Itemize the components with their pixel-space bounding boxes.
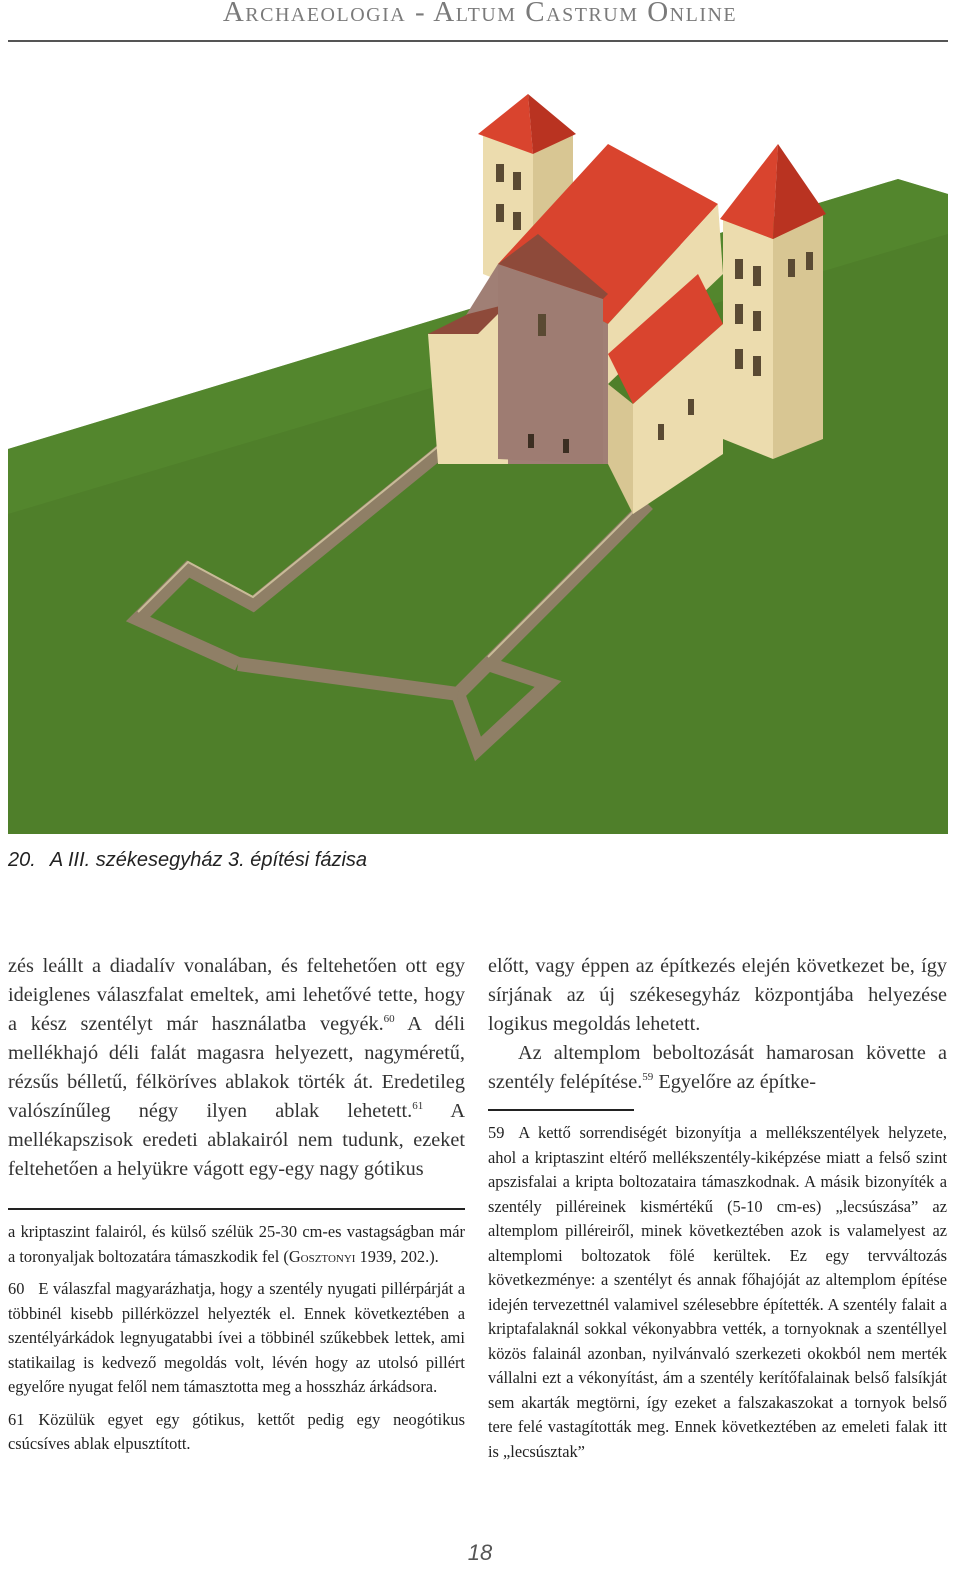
left-body-paragraph [8, 952, 465, 1184]
right-body-text-2: Az altemplom beboltozását hamarosan követte a szentély felépítése. [488, 1042, 947, 1093]
footnote-61 [8, 1408, 465, 1457]
footnote-61-text: Közülük egyet egy gótikus, kettőt pedig egy neogótikus csúcsíves ablak elpusztított. [8, 1409, 465, 1453]
citation-year: 1939, 202.). [355, 1246, 439, 1266]
right-column [488, 952, 947, 1472]
footnote-60-text: E válaszfal magyarázhatja, hogy a szentély nyugati pillérpárját a többinél kisebb pillérközzel helyezték el. Ennek következtében a szentélyárkádok legnyugatabbi ívei a többinél szűkebbek lettek, ami statikailag is kedvező megoldás volt, lévén hogy az utolsó pillért egyelőre nyugat felől nem támasztotta meg a hosszház árkádsora. [8, 1279, 465, 1396]
running-header [0, 0, 960, 44]
right-body-text-3: Egyelőre az építke- [653, 1071, 817, 1093]
footnote-61-number: 61 [8, 1409, 25, 1429]
footnote-continuation-text: a kriptaszint falairól, és külső szélük 25-30 cm-es vastagságban már a toronyaljak boltozatára támaszkodik fel ( [8, 1222, 465, 1266]
left-column [8, 952, 465, 1465]
footnote-rule [8, 1208, 465, 1210]
page-number: 18 [467, 1540, 493, 1565]
cathedral-reconstruction-figure [8, 44, 948, 834]
figure-caption-text: A III. székesegyház 3. építési fázisa [49, 849, 368, 871]
footnote-ref-60: 60 [383, 1013, 395, 1025]
left-body-text-1: zés leállt a diadalív vonalában, és feltehetően ott egy ideiglenes válaszfalat emeltek, ami lehetővé tette, hogy a kész szentélyt már használatba vegyék. [8, 955, 465, 1035]
header-rule [8, 40, 948, 42]
journal-title: Archaeologia - Altum Castrum Online [222, 0, 738, 28]
footnote-59 [488, 1121, 947, 1464]
cited-author: Gosztonyi [288, 1246, 356, 1266]
footnote-rule [488, 1109, 634, 1111]
cathedral-3d-render [8, 44, 948, 834]
footnote-continuation [8, 1220, 465, 1269]
right-body-paragraph-1: előtt, vagy éppen az építkezés elején következet be, így sírjának az új székesegyház központjába helyezése logikus megoldás lehetett. [488, 955, 947, 1035]
footnote-ref-61: 61 [412, 1100, 424, 1112]
left-body-text-3: A mellékapszisok eredeti ablakairól nem tudunk, ezeket feltehetően a helyükre vágott egy-egy nagy gótikus [8, 1100, 465, 1180]
footnote-60-number: 60 [8, 1279, 25, 1298]
left-body-text-2: A déli mellékhajó déli falát magasra helyezett, nagyméretű, rézsűs bélletű, félköríves ablakok törték át. Eredetileg valószínűleg négy ilyen ablak lehetett. [8, 1013, 466, 1122]
figure-caption [8, 849, 381, 872]
figure-number: 20. [8, 849, 36, 871]
footnote-ref-59: 59 [642, 1071, 654, 1083]
right-body-paragraph-2 [488, 1039, 947, 1097]
footnote-59-text: A kettő sorrendiségét bizonyítja a mellékszentélyek helyzete, ahol a kriptaszint eltérő mellékszentély-kiképzése miatt a felső szint apszisfalai a kripta boltozataira támaszkodnak. A másik bizonyíték a szentély pilléreinek kismértékű (5-10 cm-es) „lecsúszása” az altemplom pilléreiről, minek következtében azok is valamelyest az altemplomi boltozatok fölé kerültek. Ez egy tervváltozás következménye: a szentélyt és annak főhajóját az altemplom építése idején tervezettnél valamivel szélesebbre építették. A szentély falait a kriptafalaknál sokkal vékonyabbra vették, a tornyoknak a szentéllyel közös falainál azonban, nyilvánvaló szerkezeti okokból nem merték vállalni ezt a vékonyítást, ám a szentély kerítőfalainak belső falsíkját sem akarták megtörni, így ezeket a falszakaszokat a tornyok belső tere felé vastagították meg. Ennek következtében az emeleti falak itt is „lecsúsztak” [488, 1123, 947, 1461]
footnote-60 [8, 1277, 465, 1400]
footnote-59-number: 59 [488, 1123, 505, 1142]
